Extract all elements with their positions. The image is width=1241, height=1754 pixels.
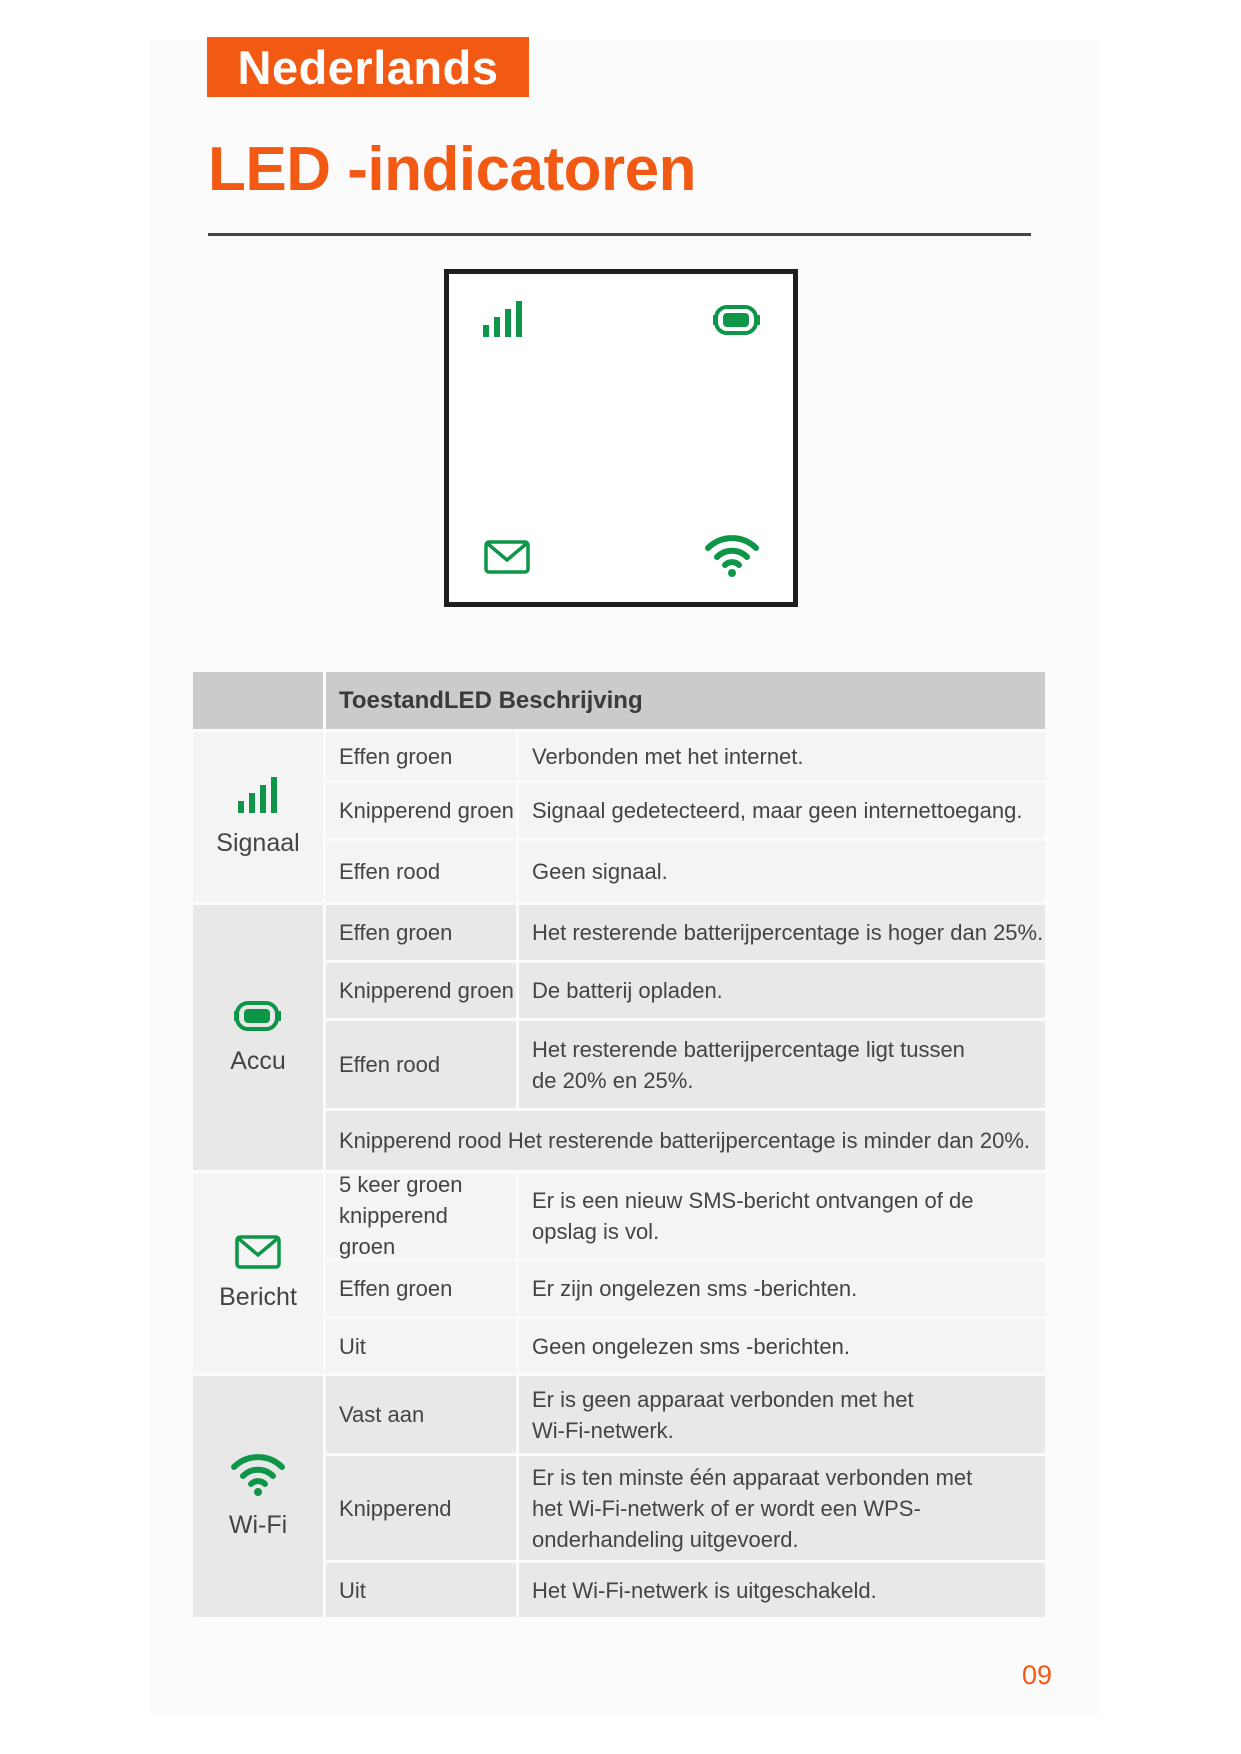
group-label: Signaal — [216, 828, 300, 857]
state-cell: Effen groen — [326, 732, 516, 780]
description-cell: Signaal gedetecteerd, maar geen internettoegang. — [519, 783, 1045, 838]
group-wifi — [193, 1376, 323, 1617]
state-cell: Effen rood — [326, 1021, 516, 1108]
description-cell: Er is geen apparaat verbonden met het Wi-Fi-netwerk. — [519, 1376, 1045, 1453]
description-cell: Geen ongelezen sms -berichten. — [519, 1319, 1045, 1373]
state-cell: Knipperend — [326, 1456, 516, 1560]
page-number: 09 — [1022, 1660, 1053, 1690]
group-battery — [193, 905, 323, 1170]
header-state: ToestandLED — [339, 687, 492, 714]
group-label: Accu — [230, 1047, 286, 1075]
state-description-cell — [326, 1111, 1045, 1170]
description-cell: Er is een nieuw SMS-bericht ontvangen of de opslag is vol. — [519, 1173, 1045, 1258]
device-led-panel — [444, 269, 798, 607]
language-badge: Nederlands — [207, 37, 529, 97]
description-cell: Het resterende batterijpercentage ligt tussen de 20% en 25%. — [519, 1021, 1045, 1108]
description-cell: Er is ten minste één apparaat verbonden met het Wi-Fi-netwerk of er wordt een WPS-onderhandeling uitgevoerd. — [519, 1456, 1045, 1560]
state-cell: Effen groen — [326, 1261, 516, 1316]
description-cell: Het resterende batterijpercentage is hoger dan 25%. — [519, 905, 1045, 960]
page-title: LED -indicatoren — [208, 135, 697, 204]
header-description: Beschrijving — [498, 687, 643, 714]
signal-bars-icon — [237, 777, 279, 815]
battery-icon — [234, 999, 282, 1033]
table-header — [326, 672, 1045, 729]
state-cell: 5 keer groen knipperend groen — [326, 1173, 516, 1258]
envelope-icon — [235, 1235, 281, 1269]
description-cell: Geen signaal. — [519, 841, 1045, 902]
state-cell: Knipperend groen — [326, 783, 516, 838]
led-table — [193, 672, 1045, 1617]
signal-bars-icon — [482, 301, 524, 339]
state-cell: Uit — [326, 1563, 516, 1617]
description-cell: Het Wi-Fi-netwerk is uitgeschakeld. — [519, 1563, 1045, 1617]
table-header-blank — [193, 672, 323, 729]
envelope-icon — [484, 540, 530, 574]
state-cell: Effen groen — [326, 905, 516, 960]
battery-icon — [713, 303, 761, 337]
group-message — [193, 1173, 323, 1373]
group-label: Wi-Fi — [228, 1511, 288, 1539]
description-text: Het resterende batterijpercentage is minder dan 20%. — [507, 1128, 1031, 1153]
group-signal — [193, 732, 323, 902]
wifi-icon — [705, 534, 759, 578]
description-cell: De batterij opladen. — [519, 963, 1045, 1018]
state-cell: Knipperend groen — [326, 963, 516, 1018]
state-text: Knipperend rood — [339, 1128, 502, 1153]
state-cell: Vast aan — [326, 1376, 516, 1453]
description-cell: Er zijn ongelezen sms -berichten. — [519, 1261, 1045, 1316]
state-cell: Uit — [326, 1319, 516, 1373]
group-label: Bericht — [219, 1282, 297, 1311]
state-cell: Effen rood — [326, 841, 516, 902]
title-divider — [208, 233, 1031, 236]
wifi-icon — [231, 1453, 285, 1497]
description-cell: Verbonden met het internet. — [519, 732, 1045, 780]
